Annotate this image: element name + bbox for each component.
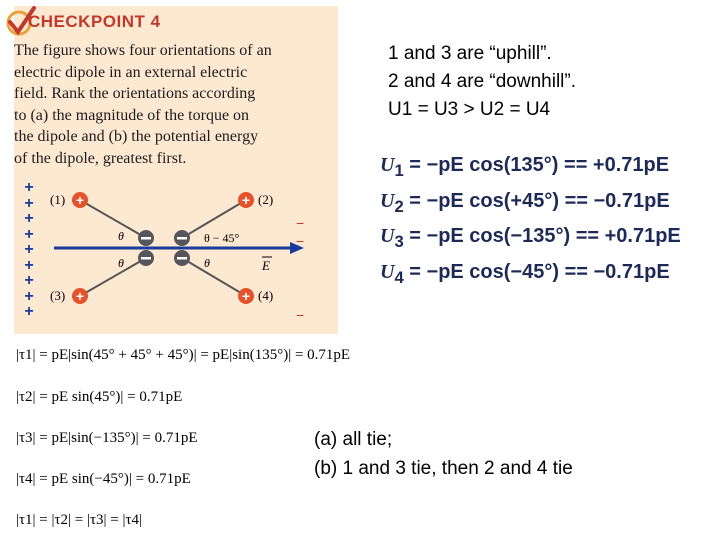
- orientation-label-3: (3): [50, 288, 66, 303]
- orientation-label-1: (1): [50, 192, 66, 207]
- angle-label-theta: θ: [118, 256, 124, 270]
- torque-equation-2: |τ2| = pE sin(45°)| = 0.71pE: [16, 389, 183, 405]
- charge-minus-2: [174, 230, 190, 246]
- minus-sign: −: [296, 233, 305, 249]
- charge-plus-3: [72, 288, 88, 304]
- plus-sign: +: [24, 241, 34, 258]
- answer-block: [314, 425, 573, 483]
- torque-equality: |τ1| = |τ2| = |τ3| = |τ4|: [16, 512, 143, 528]
- question-line: of the dipole, greatest first.: [14, 149, 187, 167]
- energy-row: $U_3 = -pE$ cos(−135°) == +0.71pE: [380, 225, 681, 251]
- checkpoint-title: CHECKPOINT 4: [28, 12, 161, 31]
- svg-text:+: +: [75, 288, 85, 304]
- charge-plus-2: [238, 192, 254, 208]
- plus-sign: +: [24, 256, 34, 274]
- angle-label-theta: θ: [204, 256, 210, 270]
- charge-plus-4: [238, 288, 254, 304]
- plus-sign: +: [24, 194, 34, 212]
- orientation-label-4: (4): [258, 288, 274, 303]
- field-label: E: [262, 258, 270, 273]
- minus-sign: −: [296, 307, 305, 323]
- dipole-rod-3: [80, 258, 146, 296]
- charge-minus-1: [138, 230, 154, 246]
- charge-minus-3: [138, 250, 154, 266]
- question-line: to (a) the magnitude of the torque on: [14, 106, 250, 124]
- energy-equations: [380, 148, 681, 290]
- dipole-diagram: [14, 170, 338, 330]
- energy-row: $U_4 = -pE$ cos(−45°) == −0.71pE: [380, 260, 670, 287]
- dipole-rod-4: [182, 258, 246, 296]
- question-line: field. Rank the orientations according: [14, 85, 256, 102]
- uphill-note: 1 and 3 are “uphill”.: [388, 43, 552, 64]
- plus-sign: +: [24, 303, 34, 320]
- torque-equation-4: |τ4| = pE sin(−45°)| = 0.71pE: [16, 471, 191, 487]
- answer-b: (b) 1 and 3 tie, then 2 and 4 tie: [314, 458, 573, 479]
- angle-label-offset: θ − 45°: [204, 231, 240, 245]
- angle-label-theta: θ: [118, 229, 124, 243]
- plus-sign: +: [24, 210, 34, 227]
- energy-row: $U_2 = -pE$ cos(+45°) == −0.71pE: [380, 189, 670, 216]
- plus-sign: +: [24, 225, 34, 243]
- question-line: electric dipole in an external electric: [14, 63, 248, 81]
- dipole-rod-1: [80, 200, 146, 238]
- checkpoint-question: [14, 40, 322, 169]
- downhill-note: 2 and 4 are “downhill”.: [388, 71, 576, 92]
- minus-sign: −: [296, 215, 305, 231]
- orientation-label-2: (2): [258, 192, 274, 207]
- question-line: the dipole and (b) the potential energy: [14, 128, 259, 145]
- question-line: The figure shows four orientations of an: [14, 42, 272, 59]
- torque-equation-3: |τ3| = pE|sin(−135°)| = 0.71pE: [16, 430, 198, 446]
- charge-minus-4: [174, 250, 190, 266]
- torque-equation-1: |τ1| = pE|sin(45° + 45° + 45°)| = pE|sin(135°)| = 0.71pE: [16, 347, 351, 363]
- plus-sign: +: [24, 272, 34, 289]
- svg-text:+: +: [241, 288, 251, 304]
- answer-a: (a) all tie;: [314, 429, 393, 450]
- hill-notes: [388, 40, 576, 124]
- charge-plus-1: [72, 192, 88, 208]
- energy-row: $U_1 = -pE$ cos(135°) == +0.71pE: [380, 154, 670, 180]
- plus-sign: +: [24, 287, 34, 305]
- plus-sign: +: [24, 179, 34, 196]
- svg-text:+: +: [241, 192, 251, 208]
- ranking-note: U1 = U3 > U2 = U4: [388, 99, 551, 120]
- svg-text:+: +: [75, 192, 85, 208]
